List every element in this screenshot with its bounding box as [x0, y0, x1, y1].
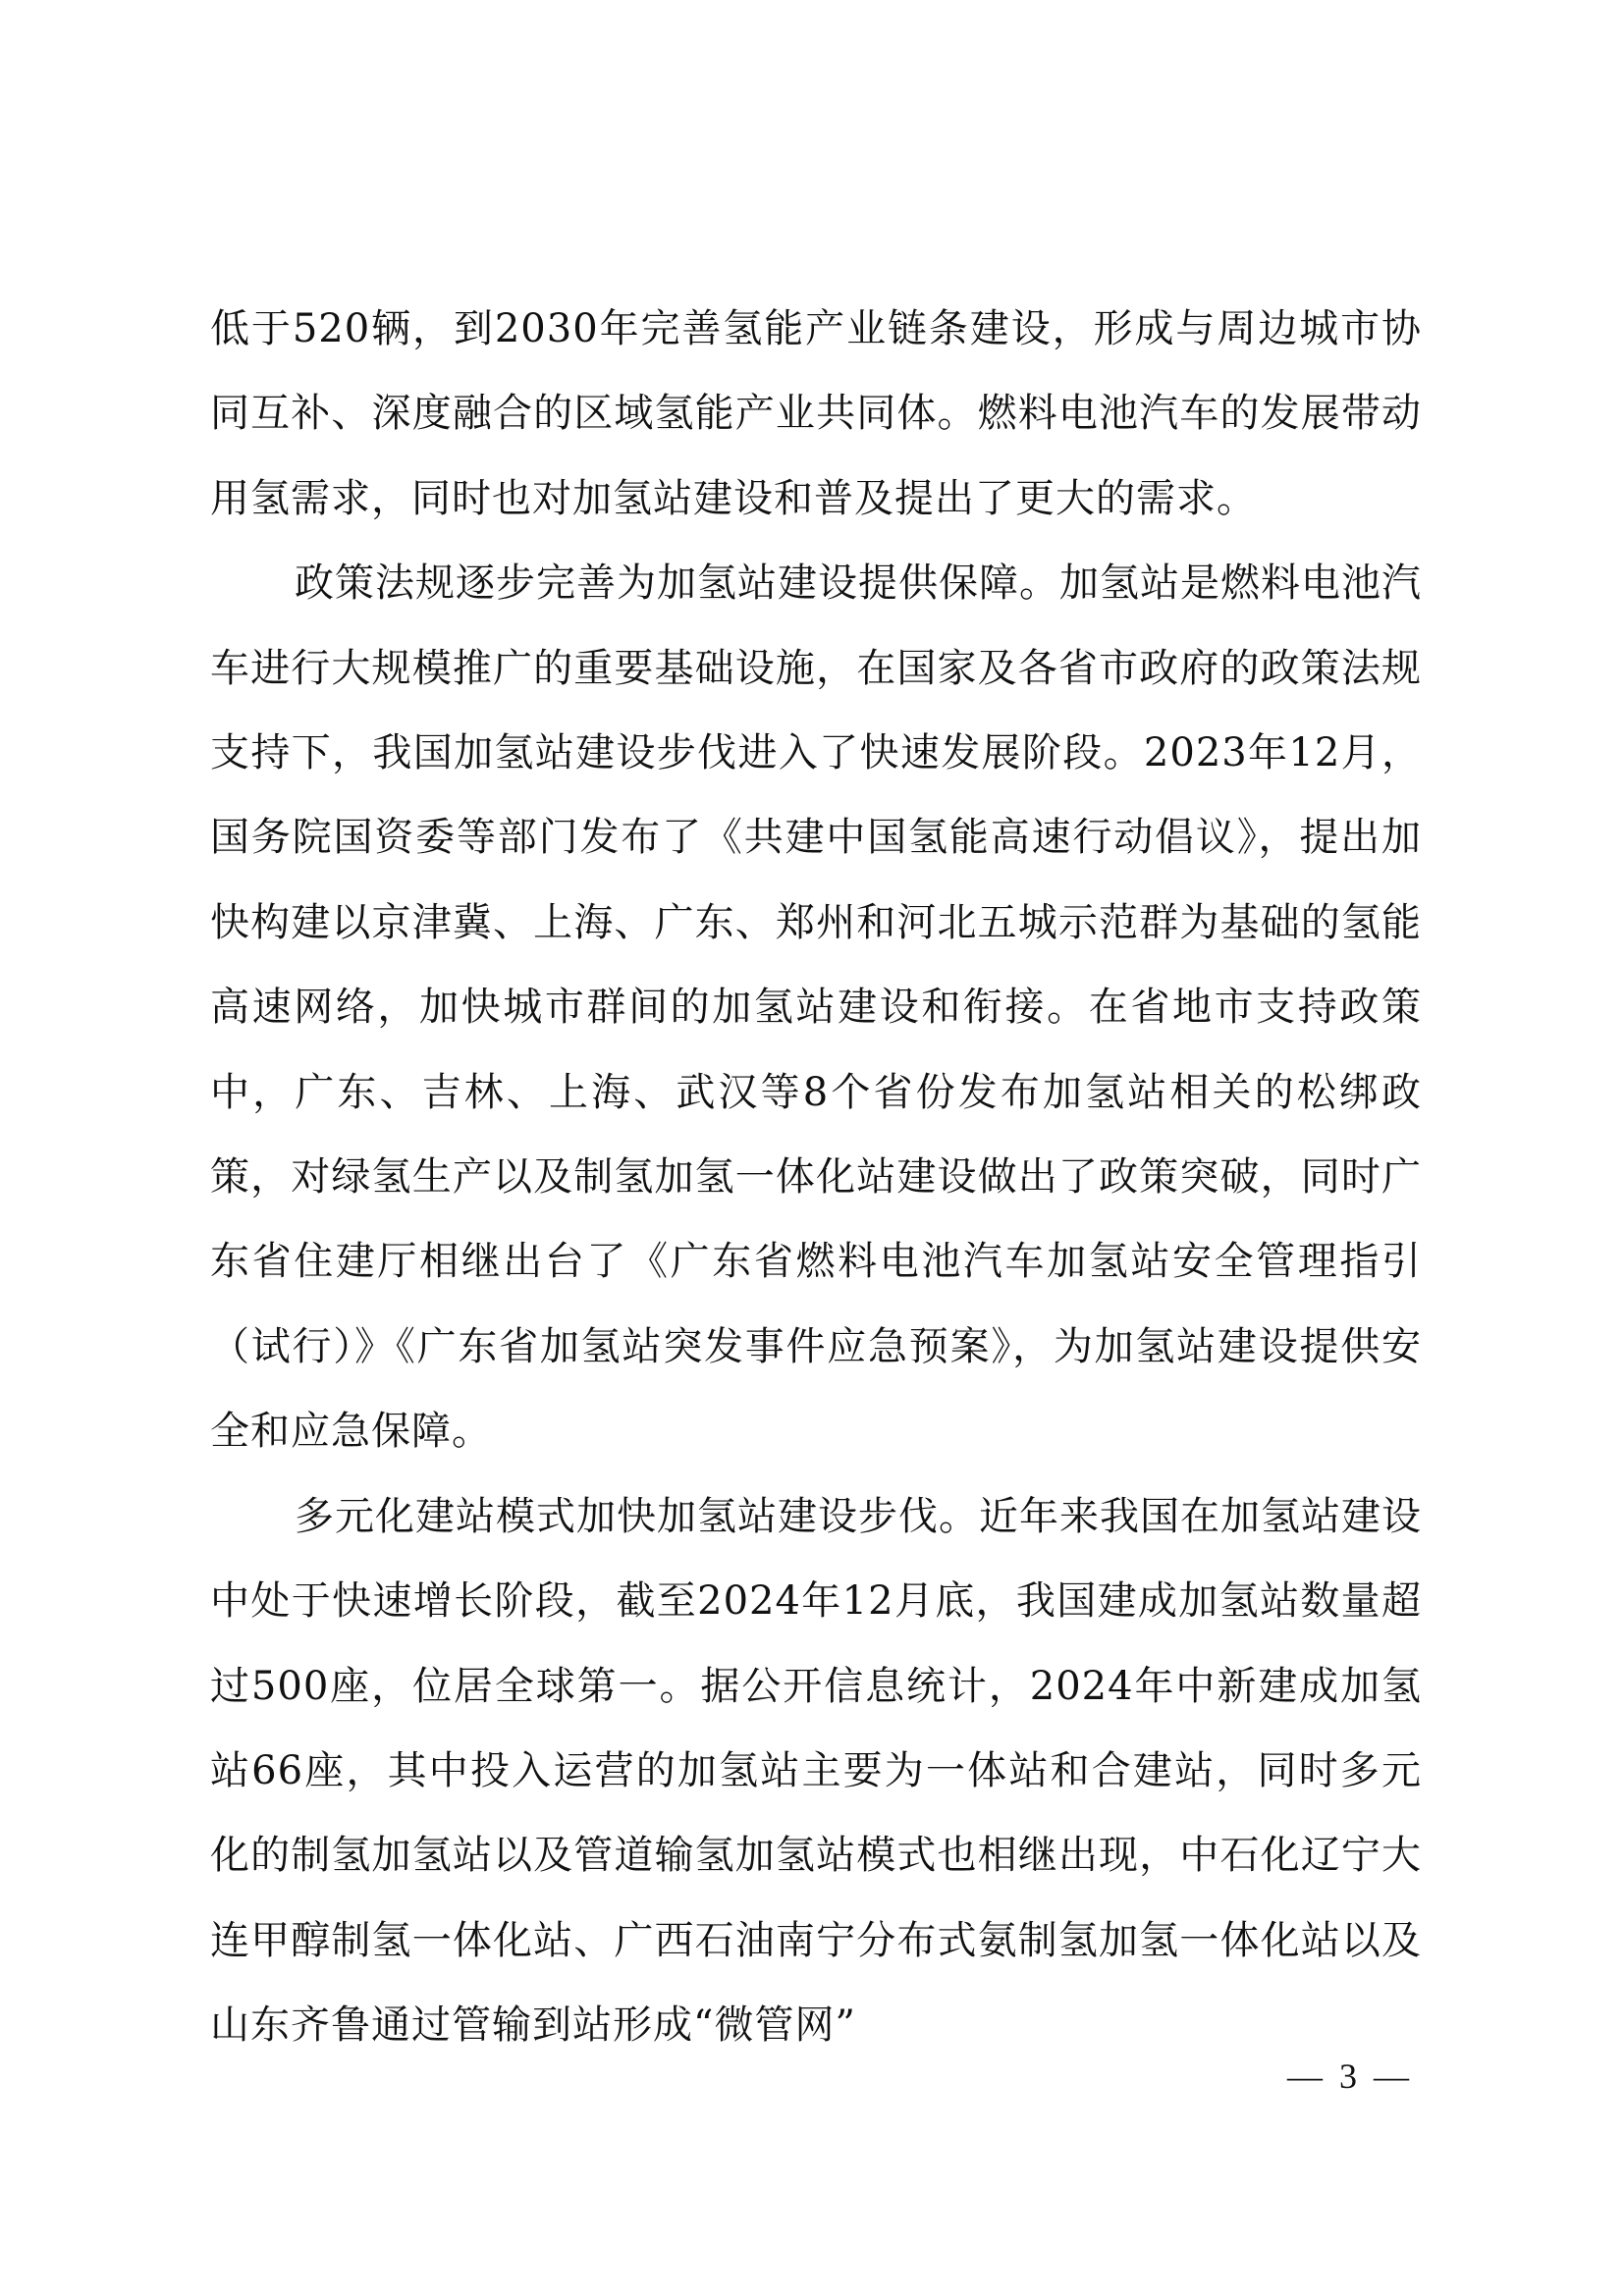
paragraph-policy-regulations: 政策法规逐步完善为加氢站建设提供保障。加氢站是燃料电池汽车进行大规模推广的重要基础设施，在国家及各省市政府的政策法规支持下，我国加氢站建设步伐进入了快速发展阶段。2023年12月，国务院国资委等部门发布了《共建中国氢能高速行动倡议》，提出加快构建以京津冀、上海、广东、郑州和河北五城示范群为基础的氢能高速网络，加快城市群间的加氢站建设和衔接。在省地市支持政策中，广东、吉林、上海、武汉等8个省份发布加氢站相关的松绑政策，对绿氢生产以及制氢加氢一体化站建设做出了政策突破，同时广东省住建厅相继出台了《广东省燃料电池汽车加氢站安全管理指引（试行）》《广东省加氢站突发事件应急预案》，为加氢站建设提供安全和应急保障。: [210, 561, 1422, 1455]
page-number: — 3 —: [1287, 2056, 1413, 2096]
paragraph-continuation: 低于520辆，到2030年完善氢能产业链条建设，形成与周边城市协同互补、深度融合的区域氢能产业共同体。燃料电池汽车的发展带动用氢需求，同时也对加氢站建设和普及提出了更大的需求。: [210, 306, 1422, 521]
paragraph-diversified-station-modes: 多元化建站模式加快加氢站建设步伐。近年来我国在加氢站建设中处于快速增长阶段，截至2024年12月底，我国建成加氢站数量超过500座，位居全球第一。据公开信息统计，2024年中新建成加氢站66座，其中投入运营的加氢站主要为一体站和合建站，同时多元化的制氢加氢站以及管道输氢加氢站模式也相继出现，中石化辽宁大连甲醇制氢一体化站、广西石油南宁分布式氨制氢加氢一体化站以及山东齐鲁通过管输到站形成“微管网”: [210, 1493, 1422, 2049]
body-text: [210, 287, 1422, 2068]
